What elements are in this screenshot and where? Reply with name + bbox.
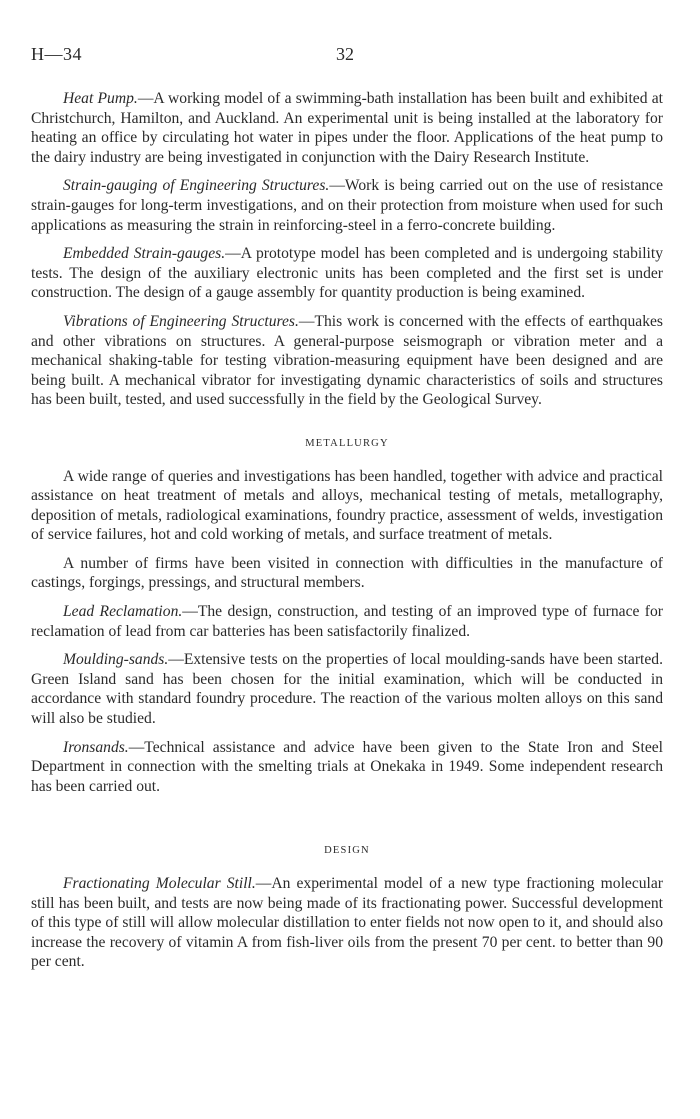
paragraph-text: —An experimental model of a new type fractioning molecular still has been built, and tests are now being made of its fractionating power. Successful development of this type of still will allow molecular distillation to enter fields not now open to it, and should also increase the recovery of vitamin A from fish-liver oils from the present 70 per cent. to better than 90 per cent. — [31, 875, 663, 971]
paragraph-text: —A working model of a swimming-bath installation has been built and exhibited at Christchurch, Hamilton, and Auckland. An experimental unit is being installed at the laboratory for heating an office by circulating hot water in pipes under the floor. Applications of the heat pump to the dairy industry are being investigated in conjunction with the Dairy Research Institute. — [31, 90, 663, 166]
document-code: H—34 — [31, 44, 82, 64]
paragraph-heading: Heat Pump. — [63, 90, 138, 107]
paragraph-molecular-still — [31, 874, 663, 972]
paragraph-text: —A prototype model has been completed and is undergoing stability tests. The design of the auxiliary electronic units has been completed and the first set is under construction. The design of a gauge assembly for quantity production is being examined. — [31, 245, 663, 302]
section-title-metallurgy: METALLURGY — [305, 437, 389, 449]
paragraph-heading: Ironsands. — [63, 738, 129, 756]
paragraph-lead-reclamation — [31, 602, 663, 641]
paragraph-strain-gauging — [31, 176, 663, 235]
paragraph-text: —Technical assistance and advice have been given to the State Iron and Steel Department in connection with the smelting trials at Onekaka in 1949. Some independent research has been carried out. — [31, 738, 663, 795]
paragraph-heading: Embedded Strain-gauges. — [63, 245, 226, 263]
page-header — [31, 0, 663, 64]
paragraph-text: —Extensive tests on the properties of local moulding-sands have been started. Green Island sand has been chosen for the initial examination, which will be conducted in accordance with standard foundry procedure. The reaction of the various molten alloys on this sand will also be studied. — [31, 651, 663, 728]
section-title-design: DESIGN — [324, 845, 370, 857]
document-body — [31, 89, 663, 981]
paragraph-heading: Strain-gauging of Engineering Structures. — [63, 177, 330, 195]
paragraph-embedded-strain-gauges — [31, 244, 663, 303]
paragraph-text: —This work is concerned with the effects of earthquakes and other vibrations on structures. A general-purpose seismograph or vibration meter and a mechanical shaking-table for testing vibration-measuring equipment have been designed and are being built. A mechanical vibrator for investigating dynamic characteristics of soils and structures has been built, tested, and used successfully in the field by the Geological Survey. — [31, 312, 663, 409]
paragraph-heading: Lead Reclamation. — [63, 603, 183, 621]
paragraph-ironsands — [31, 738, 663, 797]
page-number: 32 — [336, 44, 354, 64]
paragraph-moulding-sands — [31, 650, 663, 728]
paragraph-text: —The design, construction, and testing of an improved type of furnace for reclamation of lead from car batteries has been satisfactorily finalized. — [31, 603, 663, 640]
paragraph-text: —Work is being carried out on the use of resistance strain-gauges for long-term investigations, and on their protection from moisture when used for such applications as measuring the strain in reinforcing-steel in a ferro-concrete building. — [31, 177, 664, 234]
document-page — [31, 0, 664, 971]
paragraph-vibrations — [31, 312, 663, 410]
paragraph-heading: Fractionating Molecular Still. — [63, 875, 256, 892]
paragraph-heading: Vibrations of Engineering Structures. — [63, 312, 299, 330]
paragraph-heat-pump — [31, 89, 663, 167]
paragraph-heading: Moulding-sands. — [63, 651, 169, 669]
paragraph-metallurgy-intro: A wide range of queries and investigations has been handled, together with advice and practical assistance on heat treatment of metals and alloys, mechanical testing of metals, metallography, deposition of metals, radiological examinations, foundry practice, assessment of welds, investigation of service failures, hot and cold working of metals, and surface treatment of metals. — [31, 467, 663, 544]
paragraph-metallurgy-firms: A number of firms have been visited in connection with difficulties in the manufacture of castings, forgings, pressings, and structural members. — [31, 554, 663, 592]
